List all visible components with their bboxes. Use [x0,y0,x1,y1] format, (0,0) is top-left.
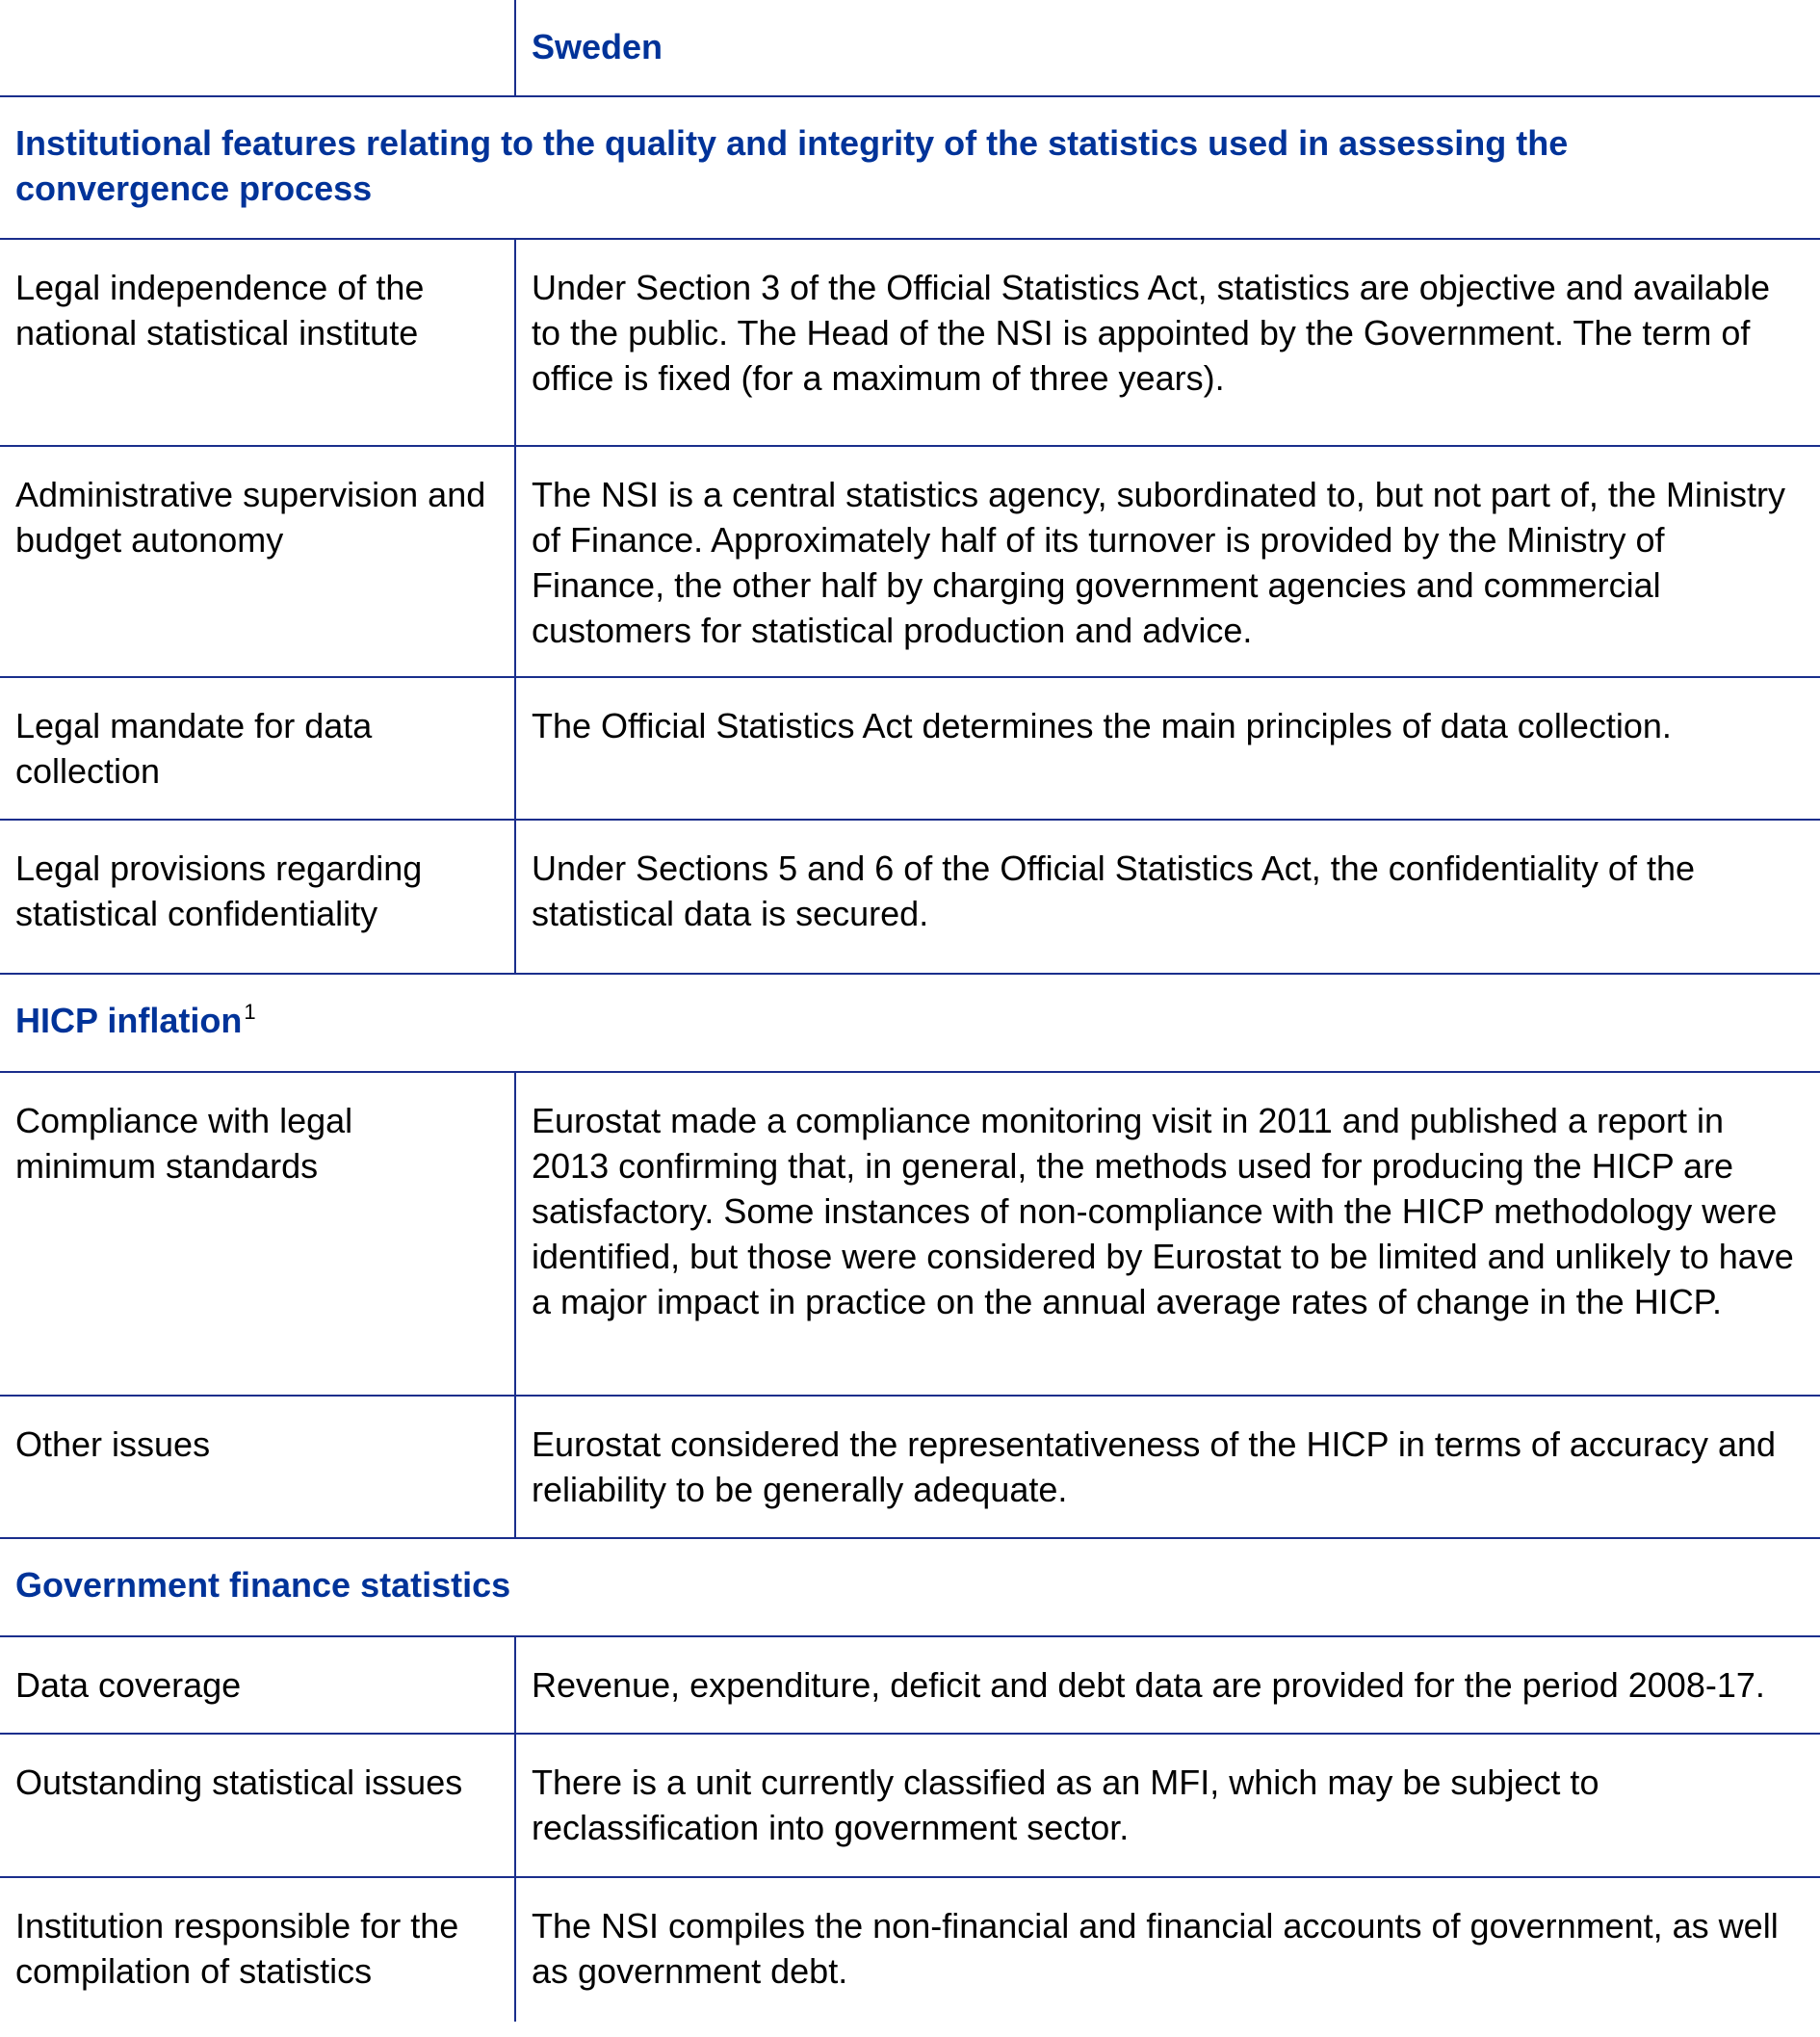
table-row [0,239,1820,446]
row-label: Compliance with legal minimum standards [0,1072,515,1396]
row-text: The NSI compiles the non-financial and financial accounts of government, as well as government debt. [532,1906,1779,1991]
table-row [0,1396,1820,1538]
row-label: Administrative supervision and budget autonomy [0,446,515,677]
section-title-hicp: HICP inflation [15,1001,243,1040]
row-label: Institution responsible for the compilation of statistics [0,1877,515,2022]
table-row [0,677,1820,820]
section-title-institutional: Institutional features relating to the quality and integrity of the statistics used in assessing the convergence process [15,123,1569,208]
row-label: Other issues [0,1396,515,1538]
section-heading-row [0,96,1820,239]
section-heading-row [0,1538,1820,1636]
row-text: Under Sections 5 and 6 of the Official Statistics Act, the confidentiality of the statistical data is secured. [515,820,1820,974]
row-text: Eurostat considered the representativeness of the HICP in terms of accuracy and reliability to be generally adequate. [515,1396,1820,1538]
table-row [0,1636,1820,1734]
row-text: The NSI is a central statistics agency, subordinated to, but not part of, the Ministry of Finance. Approximately half of its turnover is provided by the Ministry of Finance, the other half by charging government agencies and commercial customers for statistical production and advice. [515,446,1820,677]
table-row [0,446,1820,677]
table-row [0,1734,1820,1877]
header-country: Sweden [515,0,1820,96]
row-text: There is a unit currently classified as an MFI, which may be subject to reclassification into government sector. [515,1734,1820,1877]
footnote-marker: 1 [244,1000,256,1024]
row-label: Legal independence of the national statistical institute [0,239,515,446]
row-text: Under Section 3 of the Official Statistics Act, statistics are objective and available to the public. The Head of the NSI is appointed by the Government. The term of office is fixed (for a maximum of three years). [515,239,1820,446]
row-text: Eurostat made a compliance monitoring visit in 2011 and published a report in 2013 confirming that, in general, the methods used for producing the HICP are satisfactory. Some instances of non-compliance with the HICP methodology were identified, but those were considered by Eurostat to be limited and unlikely to have a major impact in practice on the annual average rates of change in the HICP. [515,1072,1820,1396]
table-row [0,1877,1820,2022]
table-header-row [0,0,1820,96]
table-row [0,820,1820,974]
row-text: Revenue, expenditure, deficit and debt data are provided for the period 2008-17. [515,1636,1820,1734]
table-row [0,1072,1820,1396]
row-label: Outstanding statistical issues [0,1734,515,1877]
section-heading-row [0,974,1820,1072]
row-label: Data coverage [0,1636,515,1734]
section-title-gfs: Government finance statistics [15,1565,511,1605]
row-label: Legal mandate for data collection [0,677,515,820]
header-empty-cell [0,0,515,96]
row-label: Legal provisions regarding statistical confidentiality [0,820,515,974]
row-text: The Official Statistics Act determines the main principles of data collection. [515,677,1820,820]
